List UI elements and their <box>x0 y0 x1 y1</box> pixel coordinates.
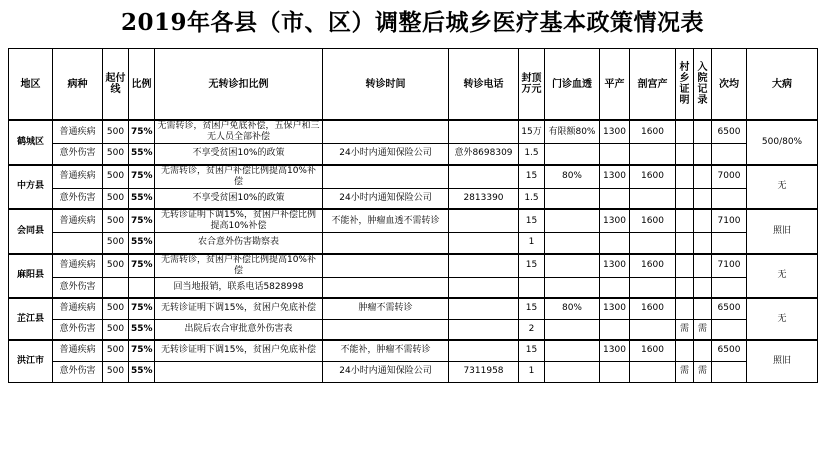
cap-cell: 15 <box>519 254 545 278</box>
referral-time-cell: 不能补，肿瘤不需转诊 <box>323 340 449 361</box>
cesarean-cell: 1600 <box>630 165 676 189</box>
village-proof-cell: 需 <box>676 319 694 340</box>
normal-birth-cell: 1300 <box>600 120 630 144</box>
admission-record-cell <box>694 254 712 278</box>
threshold-cell: 500 <box>103 120 129 144</box>
cap-cell: 15 <box>519 298 545 319</box>
no-referral-cell <box>155 361 323 382</box>
cap-cell: 1 <box>519 361 545 382</box>
threshold-cell: 500 <box>103 165 129 189</box>
village-proof-cell <box>676 277 694 298</box>
dialysis-cell <box>545 277 600 298</box>
admission-record-cell <box>694 298 712 319</box>
cesarean-cell <box>630 319 676 340</box>
rate-cell: 75% <box>129 165 155 189</box>
major-illness-cell: 无 <box>747 298 818 340</box>
table-row <box>9 277 818 298</box>
average-cell <box>712 277 747 298</box>
referral-time-cell: 24小时内通知保险公司 <box>323 188 449 209</box>
disease-cell <box>53 233 103 254</box>
cesarean-cell <box>630 144 676 165</box>
cesarean-cell <box>630 361 676 382</box>
referral-phone-cell: 7311958 <box>449 361 519 382</box>
average-cell <box>712 144 747 165</box>
column-header: 地区 <box>9 49 53 121</box>
normal-birth-cell <box>600 188 630 209</box>
referral-time-cell <box>323 277 449 298</box>
normal-birth-cell <box>600 319 630 340</box>
column-header: 病种 <box>53 49 103 121</box>
threshold-cell: 500 <box>103 340 129 361</box>
table-row <box>9 361 818 382</box>
column-header: 大病 <box>747 49 818 121</box>
cap-cell: 15 <box>519 340 545 361</box>
normal-birth-cell <box>600 144 630 165</box>
village-proof-cell <box>676 298 694 319</box>
rate-cell: 75% <box>129 254 155 278</box>
village-proof-cell <box>676 188 694 209</box>
cap-cell: 15 <box>519 165 545 189</box>
referral-phone-cell <box>449 340 519 361</box>
major-illness-cell: 照旧 <box>747 340 818 382</box>
average-cell <box>712 188 747 209</box>
column-header: 次均 <box>712 49 747 121</box>
no-referral-cell: 出院后农合审批意外伤害表 <box>155 319 323 340</box>
table-row <box>9 254 818 278</box>
no-referral-cell: 无需转诊，贫困户补偿比例提高10%补偿 <box>155 165 323 189</box>
disease-cell: 普通疾病 <box>53 165 103 189</box>
referral-phone-cell: 意外8698309 <box>449 144 519 165</box>
dialysis-cell <box>545 361 600 382</box>
dialysis-cell <box>545 254 600 278</box>
cesarean-cell: 1600 <box>630 340 676 361</box>
village-proof-cell <box>676 254 694 278</box>
table-row <box>9 188 818 209</box>
county-cell: 麻阳县 <box>9 254 53 299</box>
header-row <box>9 49 818 121</box>
average-cell <box>712 361 747 382</box>
average-cell: 6500 <box>712 120 747 144</box>
referral-phone-cell <box>449 233 519 254</box>
dialysis-cell <box>545 144 600 165</box>
dialysis-cell <box>545 319 600 340</box>
referral-phone-cell <box>449 277 519 298</box>
column-header: 转诊时间 <box>323 49 449 121</box>
average-cell: 7000 <box>712 165 747 189</box>
cap-cell: 2 <box>519 319 545 340</box>
referral-phone-cell <box>449 165 519 189</box>
average-cell <box>712 233 747 254</box>
village-proof-cell <box>676 144 694 165</box>
village-proof-cell <box>676 340 694 361</box>
table-row <box>9 340 818 361</box>
average-cell: 6500 <box>712 340 747 361</box>
referral-time-cell <box>323 120 449 144</box>
dialysis-cell: 80% <box>545 298 600 319</box>
referral-time-cell <box>323 165 449 189</box>
table-row <box>9 298 818 319</box>
column-header: 比例 <box>129 49 155 121</box>
cap-cell: 15万 <box>519 120 545 144</box>
admission-record-cell: 需 <box>694 319 712 340</box>
normal-birth-cell: 1300 <box>600 298 630 319</box>
no-referral-cell: 回当地报销，联系电话5828998 <box>155 277 323 298</box>
rate-cell: 75% <box>129 209 155 233</box>
rate-cell: 75% <box>129 120 155 144</box>
village-proof-cell <box>676 120 694 144</box>
admission-record-cell: 需 <box>694 361 712 382</box>
referral-phone-cell <box>449 298 519 319</box>
normal-birth-cell <box>600 233 630 254</box>
major-illness-cell: 无 <box>747 254 818 299</box>
referral-time-cell: 不能补，肿瘤血透不需转诊 <box>323 209 449 233</box>
admission-record-cell <box>694 233 712 254</box>
average-cell: 6500 <box>712 298 747 319</box>
cesarean-cell <box>630 277 676 298</box>
dialysis-cell: 有限额80% <box>545 120 600 144</box>
referral-time-cell <box>323 233 449 254</box>
rate-cell: 55% <box>129 188 155 209</box>
dialysis-cell <box>545 233 600 254</box>
column-header: 转诊电话 <box>449 49 519 121</box>
admission-record-cell <box>694 120 712 144</box>
major-illness-cell: 500/80% <box>747 120 818 165</box>
county-cell: 洪江市 <box>9 340 53 382</box>
disease-cell: 普通疾病 <box>53 254 103 278</box>
cap-cell: 15 <box>519 209 545 233</box>
no-referral-cell: 农合意外伤害勘察表 <box>155 233 323 254</box>
table-row <box>9 165 818 189</box>
normal-birth-cell <box>600 361 630 382</box>
cesarean-cell: 1600 <box>630 298 676 319</box>
column-header: 入 院 记 录 <box>694 49 712 121</box>
major-illness-cell: 照旧 <box>747 209 818 254</box>
normal-birth-cell: 1300 <box>600 254 630 278</box>
column-header: 村 乡 证 明 <box>676 49 694 121</box>
rate-cell: 75% <box>129 340 155 361</box>
admission-record-cell <box>694 144 712 165</box>
column-header: 无转诊扣比例 <box>155 49 323 121</box>
cap-cell: 1.5 <box>519 144 545 165</box>
cesarean-cell: 1600 <box>630 120 676 144</box>
average-cell: 7100 <box>712 254 747 278</box>
dialysis-cell <box>545 340 600 361</box>
threshold-cell: 500 <box>103 298 129 319</box>
cap-cell: 1 <box>519 233 545 254</box>
table-row <box>9 209 818 233</box>
disease-cell: 意外伤害 <box>53 361 103 382</box>
average-cell: 7100 <box>712 209 747 233</box>
disease-cell: 普通疾病 <box>53 340 103 361</box>
threshold-cell: 500 <box>103 361 129 382</box>
table-body <box>9 120 818 382</box>
referral-phone-cell <box>449 209 519 233</box>
admission-record-cell <box>694 340 712 361</box>
disease-cell: 意外伤害 <box>53 319 103 340</box>
referral-time-cell <box>323 254 449 278</box>
referral-time-cell: 肿瘤不需转诊 <box>323 298 449 319</box>
table-row <box>9 120 818 144</box>
dialysis-cell: 80% <box>545 165 600 189</box>
cap-cell: 1.5 <box>519 188 545 209</box>
no-referral-cell: 不享受贫困10%的政策 <box>155 188 323 209</box>
disease-cell: 普通疾病 <box>53 209 103 233</box>
county-cell: 鹤城区 <box>9 120 53 165</box>
normal-birth-cell: 1300 <box>600 209 630 233</box>
threshold-cell: 500 <box>103 254 129 278</box>
referral-phone-cell <box>449 319 519 340</box>
no-referral-cell: 不享受贫困10%的政策 <box>155 144 323 165</box>
normal-birth-cell: 1300 <box>600 340 630 361</box>
normal-birth-cell: 1300 <box>600 165 630 189</box>
column-header: 封顶 万元 <box>519 49 545 121</box>
county-cell: 中方县 <box>9 165 53 210</box>
normal-birth-cell <box>600 277 630 298</box>
threshold-cell: 500 <box>103 319 129 340</box>
rate-cell <box>129 277 155 298</box>
table-row <box>9 144 818 165</box>
dialysis-cell <box>545 209 600 233</box>
no-referral-cell: 无转诊证明下调15%，贫困户补偿比例提高10%补偿 <box>155 209 323 233</box>
column-header: 门诊血透 <box>545 49 600 121</box>
admission-record-cell <box>694 165 712 189</box>
column-header: 剖宫产 <box>630 49 676 121</box>
policy-table <box>8 48 818 383</box>
disease-cell: 意外伤害 <box>53 277 103 298</box>
cesarean-cell: 1600 <box>630 209 676 233</box>
admission-record-cell <box>694 209 712 233</box>
page-title: 2019年各县（市、区）调整后城乡医疗基本政策情况表 <box>120 9 704 36</box>
referral-phone-cell <box>449 120 519 144</box>
disease-cell: 意外伤害 <box>53 144 103 165</box>
no-referral-cell: 无需转诊，贫困户免底补偿，五保户和三无人员全部补偿 <box>155 120 323 144</box>
no-referral-cell: 无需转诊，贫困户补偿比例提高10%补偿 <box>155 254 323 278</box>
rate-cell: 55% <box>129 233 155 254</box>
no-referral-cell: 无转诊证明下调15%，贫困户免底补偿 <box>155 340 323 361</box>
column-header: 平产 <box>600 49 630 121</box>
average-cell <box>712 319 747 340</box>
county-cell: 会同县 <box>9 209 53 254</box>
rate-cell: 55% <box>129 361 155 382</box>
rate-cell: 55% <box>129 144 155 165</box>
referral-time-cell: 24小时内通知保险公司 <box>323 144 449 165</box>
threshold-cell: 500 <box>103 144 129 165</box>
rate-cell: 55% <box>129 319 155 340</box>
admission-record-cell <box>694 277 712 298</box>
county-cell: 芷江县 <box>9 298 53 340</box>
threshold-cell: 500 <box>103 209 129 233</box>
village-proof-cell <box>676 165 694 189</box>
cesarean-cell: 1600 <box>630 254 676 278</box>
cesarean-cell <box>630 233 676 254</box>
no-referral-cell: 无转诊证明下调15%，贫困户免底补偿 <box>155 298 323 319</box>
village-proof-cell <box>676 209 694 233</box>
table-row <box>9 319 818 340</box>
rate-cell: 75% <box>129 298 155 319</box>
referral-phone-cell <box>449 254 519 278</box>
referral-phone-cell: 2813390 <box>449 188 519 209</box>
table-row <box>9 233 818 254</box>
threshold-cell <box>103 277 129 298</box>
referral-time-cell: 24小时内通知保险公司 <box>323 361 449 382</box>
threshold-cell: 500 <box>103 233 129 254</box>
village-proof-cell <box>676 233 694 254</box>
dialysis-cell <box>545 188 600 209</box>
column-header: 起付线 <box>103 49 129 121</box>
referral-time-cell <box>323 319 449 340</box>
disease-cell: 普通疾病 <box>53 298 103 319</box>
disease-cell: 普通疾病 <box>53 120 103 144</box>
cap-cell <box>519 277 545 298</box>
cesarean-cell <box>630 188 676 209</box>
major-illness-cell: 无 <box>747 165 818 210</box>
threshold-cell: 500 <box>103 188 129 209</box>
village-proof-cell: 需 <box>676 361 694 382</box>
admission-record-cell <box>694 188 712 209</box>
disease-cell: 意外伤害 <box>53 188 103 209</box>
